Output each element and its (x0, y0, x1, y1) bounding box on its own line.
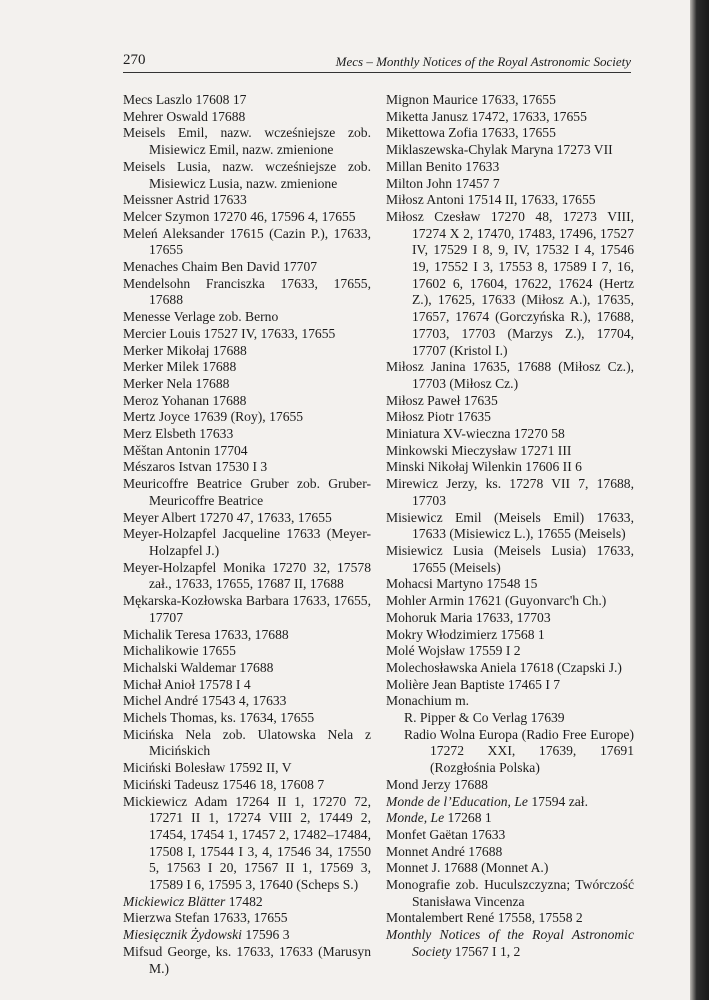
index-entry: Michalski Waldemar 17688 (123, 659, 274, 675)
index-entry: Michał Anioł 17578 I 4 (123, 676, 251, 692)
index-entry: Menesse Verlage zob. Berno (123, 309, 279, 325)
index-entry: Merker Milek 17688 (123, 359, 237, 375)
index-entry: Meissner Astrid 17633 (123, 192, 247, 208)
index-entry: Mokry Włodzimierz 17568 1 (386, 626, 545, 642)
index-entry: Mohacsi Martyno 17548 15 (386, 576, 538, 592)
index-entry: Mikettowa Zofia 17633, 17655 (386, 125, 556, 141)
index-entry: Miciński Bolesław 17592 II, V (123, 760, 292, 776)
index-entry: Melcer Szymon 17270 46, 17596 4, 17655 (123, 208, 356, 224)
index-entry: Miłosz Paweł 17635 (386, 392, 498, 408)
index-entry: Mirewicz Jerzy, ks. 17278 VII 7, 17688, 17703 (386, 476, 634, 508)
index-entry: Monfet Gaëtan 17633 (386, 826, 506, 842)
index-entry: Meisels Emil, nazw. wcześniejsze zob. Misiewicz Emil, nazw. zmienione (123, 125, 371, 158)
index-column-left (123, 92, 371, 977)
index-entry: Meyer Albert 17270 47, 17633, 17655 (123, 509, 332, 525)
index-entry: Minski Nikołaj Wilenkin 17606 II 6 (386, 459, 582, 475)
index-entry: Meuricoffre Beatrice Gruber zob. Gruber-Meuricoffre Beatrice (123, 476, 371, 508)
index-entry: Miciński Tadeusz 17546 18, 17608 7 (123, 776, 325, 792)
index-entry: Micińska Nela zob. Ulatowska Nela z Micińskich (123, 726, 371, 759)
italic-title: Mickiewicz Blätter (123, 893, 226, 909)
index-entry: Misiewicz Emil (Meisels Emil) 17633, 17633 (Misiewicz L.), 17655 (Meisels) (386, 509, 634, 542)
italic-title: Monde, Le (386, 810, 445, 826)
index-entry: Minkowski Mieczysław 17271 III (386, 442, 572, 458)
index-entry: Milton John 17457 7 (386, 175, 500, 191)
index-entry: Monografie zob. Huculszczyzna; Twórczość Stanisława Vincenza (386, 877, 634, 909)
index-entry: Millan Benito 17633 (386, 158, 500, 174)
index-entry: Misiewicz Lusia (Meisels Lusia) 17633, 17655 (Meisels) (386, 542, 634, 575)
index-entry: Michalikowie 17655 (123, 643, 236, 659)
index-entry: Monde de l’Education, Le 17594 zał. (386, 793, 588, 809)
index-entry: Merker Mikołaj 17688 (123, 342, 247, 358)
index-entry: Monde, Le 17268 1 (386, 810, 492, 826)
index-entry: Michel André 17543 4, 17633 (123, 693, 287, 709)
index-entry: Mond Jerzy 17688 (386, 776, 488, 792)
running-title: Mecs – Monthly Notices of the Royal Astronomic Society (335, 54, 631, 69)
index-entry: Mehrer Oswald 17688 (123, 108, 246, 124)
index-entry: Mierzwa Stefan 17633, 17655 (123, 910, 288, 926)
index-entry: Miłosz Czesław 17270 48, 17273 VIII, 17274 X 2, 17470, 17483, 17496, 17527 IV, 17529 I 8, 9, IV, 17532 I 4, 17546 19, 17552 I 3, 17553 8, 17589 I 7, 16, 17602 6, 17604, 17622, 17624 (Hertz Z.), 17625, 17633 (Miłosz A.), 17635, 17657, 17674 (Gorczyńska R.), 17688, 17703, 17703 (Marzys Z.), 17704, 17707 (Kristol I.) (386, 208, 634, 358)
index-entry: Mendelsohn Franciszka 17633, 17655, 17688 (123, 275, 371, 308)
index-entry: Mifsud George, ks. 17633, 17633 (Marusyn M.) (123, 943, 371, 976)
italic-title: Miesięcznik Żydowski (123, 927, 242, 943)
index-entry: Merker Nela 17688 (123, 375, 230, 391)
index-entry: Mickiewicz Adam 17264 II 1, 17270 72, 17271 II 1, 17274 VIII 2, 17449 2, 17454, 17454 1, 17457 2, 17482–17484, 17508 I, 17544 I 3, 4, 17546 34, 17550 5, 17563 I 20, 17567 II 1, 17569 3, 17589 I 6, 17595 3, 17640 (Scheps S.) (123, 793, 371, 893)
index-entry: Mercier Louis 17527 IV, 17633, 17655 (123, 325, 336, 341)
index-entry: Monachium m. (386, 693, 470, 709)
index-entry: Meyer-Holzapfel Jacqueline 17633 (Meyer-Holzapfel J.) (123, 526, 371, 558)
index-entry: Meleń Aleksander 17615 (Cazin P.), 17633, 17655 (123, 225, 371, 258)
index-entry: Montalembert René 17558, 17558 2 (386, 910, 583, 926)
index-entry: Monnet J. 17688 (Monnet A.) (386, 860, 549, 876)
index-column-right (386, 92, 634, 961)
index-entry: Mohoruk Maria 17633, 17703 (386, 609, 551, 625)
index-entry: Miesięcznik Żydowski 17596 3 (123, 927, 290, 943)
index-entry: Monnet André 17688 (386, 843, 503, 859)
index-entry: Miketta Janusz 17472, 17633, 17655 (386, 108, 587, 124)
index-entry: Menaches Chaim Ben David 17707 (123, 259, 318, 275)
index-entry: Michels Thomas, ks. 17634, 17655 (123, 710, 315, 726)
index-subentry: Radio Wolna Europa (Radio Free Europe) 17272 XXI, 17639, 17691 (Rozgłośnia Polska) (404, 726, 634, 776)
index-entry: Mękarska-Kozłowska Barbara 17633, 17655, 17707 (123, 593, 371, 625)
index-entry: Meisels Lusia, nazw. wcześniejsze zob. Misiewicz Lusia, nazw. zmienione (123, 158, 371, 191)
page-edge-shadow (690, 0, 709, 1000)
index-entry: Monthly Notices of the Royal Astronomic Society 17567 I 1, 2 (386, 927, 634, 959)
italic-title: Monde de l’Education, Le (386, 793, 528, 809)
index-entry: Miłosz Antoni 17514 II, 17633, 17655 (386, 192, 596, 208)
index-entry: Meroz Yohanan 17688 (123, 392, 247, 408)
index-entry: Molechosławska Aniela 17618 (Czapski J.) (386, 659, 622, 675)
page-header (123, 52, 631, 73)
index-entry: Merz Elsbeth 17633 (123, 426, 234, 442)
index-subentry: R. Pipper & Co Verlag 17639 (404, 710, 565, 726)
index-entry: Meyer-Holzapfel Monika 17270 32, 17578 zał., 17633, 17655, 17687 II, 17688 (123, 559, 371, 592)
index-entry: Miłosz Piotr 17635 (386, 409, 491, 425)
index-entry: Mickiewicz Blätter 17482 (123, 893, 263, 909)
index-entry: Miklaszewska-Chylak Maryna 17273 VII (386, 142, 613, 158)
index-entry: Mecs Laszlo 17608 17 (123, 92, 247, 107)
italic-title: Monthly Notices of the Royal Astronomic Society (386, 927, 634, 959)
page-number: 270 (123, 52, 146, 68)
index-entry: Miłosz Janina 17635, 17688 (Miłosz Cz.), 17703 (Miłosz Cz.) (386, 359, 634, 391)
index-entry: Miniatura XV-wieczna 17270 58 (386, 426, 565, 442)
index-entry: Měštan Antonin 17704 (123, 442, 248, 458)
index-entry: Mertz Joyce 17639 (Roy), 17655 (123, 409, 304, 425)
index-entry: Mohler Armin 17621 (Guyonvarc'h Ch.) (386, 593, 607, 609)
index-entry: Molière Jean Baptiste 17465 I 7 (386, 676, 561, 692)
index-entry: Michalik Teresa 17633, 17688 (123, 626, 289, 642)
index-entry: Mészaros Istvan 17530 I 3 (123, 459, 268, 475)
index-entry: Molé Wojsław 17559 I 2 (386, 643, 521, 659)
index-entry: Mignon Maurice 17633, 17655 (386, 92, 556, 107)
